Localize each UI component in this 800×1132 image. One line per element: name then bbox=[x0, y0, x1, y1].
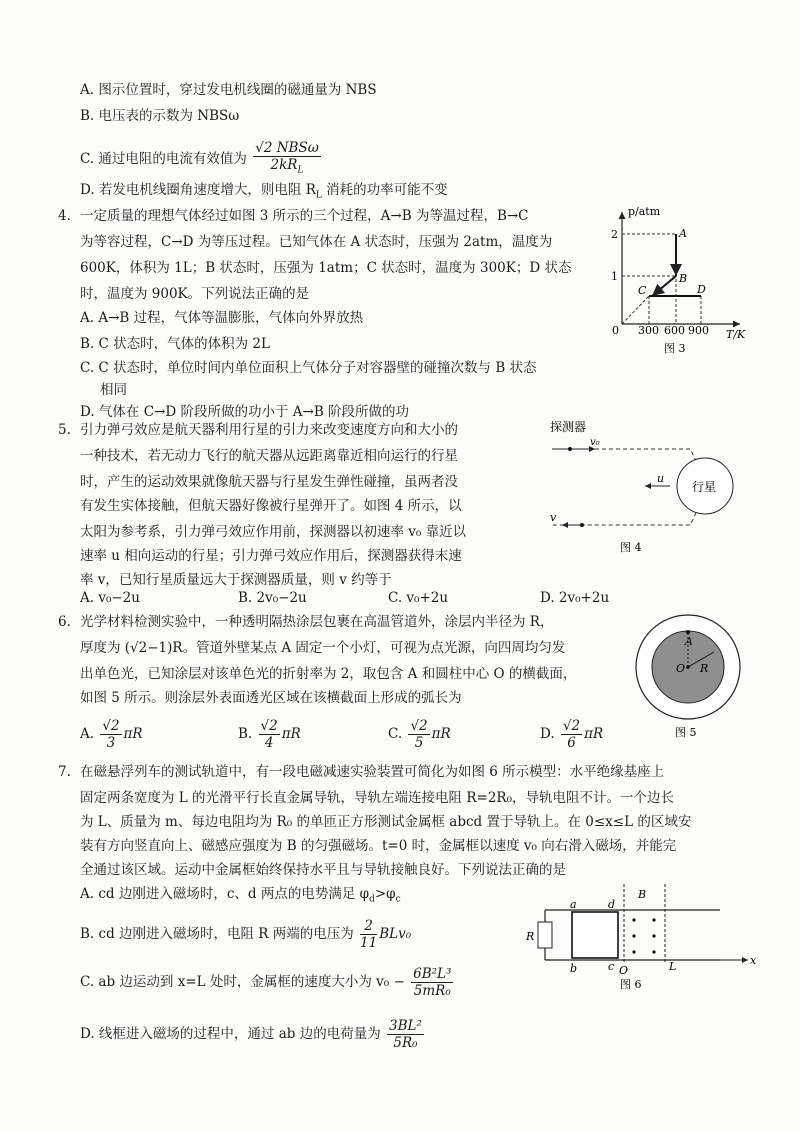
fig3-caption: 图 3 bbox=[664, 342, 686, 355]
fig5-label-o: O bbox=[676, 662, 686, 675]
fig3-point-c: C bbox=[638, 284, 647, 297]
figure-4 bbox=[540, 415, 780, 565]
fig4-caption: 图 4 bbox=[620, 541, 642, 554]
fig6-label-d: d bbox=[608, 898, 616, 911]
q3-d-sub: L bbox=[315, 190, 322, 201]
fig3-point-d: D bbox=[697, 283, 706, 296]
q5-choice-c: C. v₀+2u bbox=[388, 590, 449, 606]
q3-option-a: A. 图示位置时，穿过发电机线圈的磁通量为 NBS bbox=[80, 82, 377, 98]
fig5-label-a: A bbox=[685, 635, 693, 648]
q3-option-c bbox=[80, 140, 323, 179]
fig3-guide bbox=[622, 296, 649, 324]
fig3-xtick-0: 0 bbox=[612, 324, 619, 337]
q6-choice-a: A. $\frac{√2}{3}$ πR bbox=[80, 718, 143, 751]
q7-number: 7. bbox=[58, 764, 71, 780]
fig5-center bbox=[686, 665, 690, 669]
q4-option-c-cont: 相同 bbox=[100, 382, 127, 398]
q3-option-b: B. 电压表的示数为 NBSω bbox=[80, 108, 240, 124]
q6-line-1: 光学材料检测实验中，一种透明隔热涂层包裹在高温管道外，涂层内半径为 R， bbox=[80, 614, 554, 630]
q4-number: 4. bbox=[58, 208, 71, 224]
q4-option-c: C. C 状态时，单位时间内单位面积上气体分子对容器壁的碰撞次数与 B 状态 bbox=[80, 360, 537, 376]
fig6-label-o: O bbox=[619, 964, 629, 977]
fig3-path-bc bbox=[652, 276, 676, 296]
fig3-xtick-600: 600 bbox=[664, 324, 685, 337]
q3-c-denominator: $2kR_L$ bbox=[270, 157, 304, 176]
q7-line-2: 固定两条宽度为 L 的光滑平行长直金属导轨，导轨左端连接电阻 R=2R₀，导轨电阻不计。一个边长 bbox=[80, 790, 674, 806]
fig3-point-a: A bbox=[679, 227, 687, 240]
q7-line-5: 全通过该区域。运动中金属框始终保持水平且与导轨接触良好。下列说法正确的是 bbox=[80, 862, 566, 878]
q5-line-6: 速率 u 相向运动的行星；引力弹弓效应作用后，探测器获得末速 bbox=[80, 548, 462, 564]
fig3-xtick-900: 900 bbox=[688, 324, 709, 337]
q5-line-5: 太阳为参考系，引力弹弓效应作用前，探测器以初速率 v₀ 靠近以 bbox=[80, 524, 467, 540]
q7-option-d: D. 线框进入磁场的过程中，通过 ab 边的电荷量为 $\frac{\text{3BL²}}{\text{5R₀}}$ bbox=[80, 1018, 422, 1051]
figure-5 bbox=[630, 612, 750, 742]
fig4-probe-dot bbox=[568, 447, 572, 451]
q7-line-4: 装有方向竖直向上、磁感应强度为 B 的匀强磁场。t=0 时，金属框以速度 v₀ 向右滑入磁场，并能完 bbox=[80, 838, 677, 854]
fig6-label-r: R bbox=[526, 930, 535, 943]
q6-line-4: 如图 5 所示。则涂层外表面透光区域在该横截面上形成的弧长为 bbox=[80, 690, 462, 706]
fig3-ytick-1: 1 bbox=[611, 270, 618, 283]
q6-choice-d: D. $\frac{√2}{6}$ πR bbox=[540, 718, 604, 751]
fig6-label-x: x bbox=[750, 954, 757, 967]
fig6-resistor bbox=[538, 922, 552, 948]
q6-number: 6. bbox=[58, 614, 71, 630]
fig6-field-dots bbox=[632, 918, 655, 953]
q7-option-a: A. cd 边刚进入磁场时，c、d 两点的电势满足 $\varphi_d>\varphi_c$ bbox=[80, 886, 401, 905]
q7-option-b: B. cd 边刚进入磁场时，电阻 R 两端的电压为 $\frac{2}{11}$ BLv₀ bbox=[80, 918, 412, 951]
q5-line-7: 率 v，已知行星质量远大于探测器质量，则 v 约等于 bbox=[80, 572, 392, 588]
q4-line-4: 时，温度为 900K。下列说法正确的是 bbox=[80, 286, 310, 302]
fig5-caption: 图 5 bbox=[675, 726, 697, 739]
fig6-label-b-field: B bbox=[638, 888, 647, 901]
q4-line-2: 为等容过程，C→D 为等压过程。已知气体在 A 状态时，压强为 2atm，温度为 bbox=[80, 234, 553, 250]
q6-choice-c: C. $\frac{√2}{5}$ πR bbox=[388, 718, 451, 751]
fig3-xlabel: T/K bbox=[726, 328, 746, 341]
q4-option-b: B. C 状态时，气体的体积为 2L bbox=[80, 336, 270, 352]
fig4-v-label: v bbox=[550, 511, 557, 524]
figure-6 bbox=[520, 880, 760, 990]
q4-option-d: D. 气体在 C→D 阶段所做的功小于 A→B 阶段所做的功 bbox=[80, 404, 410, 420]
q3-option-d-text: D. 若发电机线圈角速度增大，则电阻 R bbox=[80, 182, 316, 198]
fig6-frame bbox=[572, 912, 618, 958]
q5-choice-a: A. v₀−2u bbox=[80, 590, 140, 606]
q3-option-c-text: C. 通过电阻的电流有效值为 bbox=[80, 150, 247, 167]
q7-option-c: C. ab 边运动到 x=L 处时，金属框的速度大小为 v₀ − $\frac{\text{6B²L³}}{\text{5mR₀}}$ bbox=[80, 966, 452, 999]
fig3-ylabel: p/atm bbox=[628, 205, 661, 218]
q5-line-2: 一种技术，若无动力飞行的航天器从远距离靠近相向运行的行星 bbox=[80, 448, 458, 464]
figure-3 bbox=[608, 200, 758, 355]
q6-line-2: 厚度为 (√2−1)R。管道外壁某点 A 固定一个小灯，可视为点光源，向四周均匀发 bbox=[80, 640, 566, 656]
q3-c-numerator: √2 NBSω bbox=[255, 140, 319, 156]
fig4-v0-label: v₀ bbox=[590, 437, 600, 448]
fig3-ytick-2: 2 bbox=[611, 228, 618, 241]
fig5-label-r: R bbox=[700, 662, 709, 675]
fig4-planet-label: 行星 bbox=[692, 480, 717, 494]
q5-line-4: 有发生实体接触，但航天器好像被行星弹开了。如图 4 所示，以 bbox=[80, 498, 462, 514]
fig6-label-l: L bbox=[669, 960, 677, 973]
q5-choice-b: B. 2v₀−2u bbox=[238, 590, 307, 606]
q5-number: 5. bbox=[58, 422, 71, 438]
fig5-point-a bbox=[686, 630, 690, 634]
fig3-xtick-300: 300 bbox=[638, 324, 659, 337]
q3-c-sub: L bbox=[297, 165, 304, 176]
fig3-point-b: B bbox=[679, 272, 688, 285]
q6-line-3: 出单色光，已知涂层对该单色光的折射率为 2，取包含 A 和圆柱中心 O 的横截面， bbox=[80, 666, 577, 682]
q5-line-3: 时，产生的运动效果就像航天器与行星发生弹性碰撞，虽两者没 bbox=[80, 474, 458, 490]
q7-line-3: 为 L、质量为 m、每边电阻均为 R₀ 的单匝正方形测试金属框 abcd 置于导轨上。在 0≤x≤L 的区域安 bbox=[80, 814, 692, 830]
q7-line-1: 在磁悬浮列车的测试轨道中，有一段电磁减速实验装置可简化为如图 6 所示模型：水平绝缘基座上 bbox=[80, 764, 665, 780]
q3-option-c-fraction bbox=[253, 140, 320, 179]
fig6-label-b: b bbox=[570, 962, 578, 975]
q3-option-d bbox=[80, 180, 448, 206]
fig6-label-c: c bbox=[608, 960, 615, 973]
fig4-u-label: u bbox=[657, 472, 665, 485]
fig4-probe-label: 探测器 bbox=[550, 420, 587, 434]
fig6-label-a: a bbox=[570, 898, 577, 911]
q5-choice-d: D. 2v₀+2u bbox=[540, 590, 610, 606]
q4-line-1: 一定质量的理想气体经过如图 3 所示的三个过程，A→B 为等温过程，B→C bbox=[80, 208, 529, 224]
q3-option-d-tail: 消耗的功率可能不变 bbox=[326, 182, 448, 198]
q4-option-a: A. A→B 过程，气体等温膨胀，气体向外界放热 bbox=[80, 310, 364, 326]
q6-choice-b: B. $\frac{√2}{4}$ πR bbox=[238, 718, 301, 751]
q5-line-1: 引力弹弓效应是航天器利用行星的引力来改变速度方向和大小的 bbox=[80, 422, 458, 438]
q4-line-3: 600K，体积为 1L；B 状态时，压强为 1atm；C 状态时，温度为 300K；D 状态 bbox=[80, 260, 572, 276]
fig6-caption: 图 6 bbox=[620, 978, 642, 990]
